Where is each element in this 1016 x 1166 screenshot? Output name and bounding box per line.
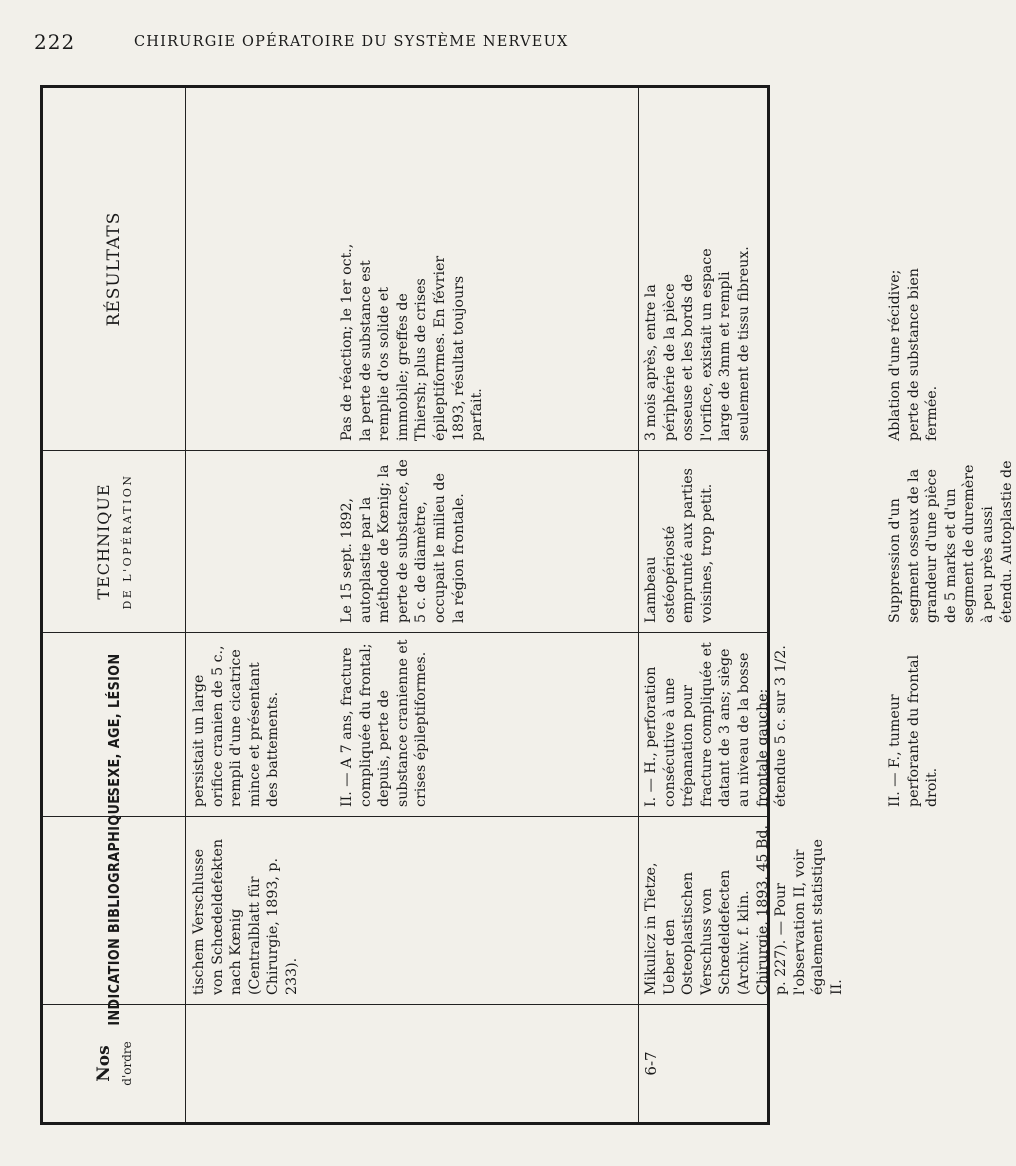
row-separator [638, 1005, 639, 1122]
page-header [34, 30, 774, 56]
row2-sexe-a: I. — H., perforation consécutive à une trépanation pour fracture compliquée et datant de 3 ans; siège au niveau de la bosse frontale gauche; étendue 5 c. sur 3 1/2. [643, 642, 790, 807]
header-technique-line2: DE L'OPÉRATION [121, 473, 134, 610]
column-resultats-body [186, 88, 941, 450]
row-separator [638, 88, 639, 450]
column-resultats [43, 88, 941, 450]
column-number-body [186, 1005, 767, 1122]
row2-sexe-b: II. — F., tumeur perforante du frontal droit. [887, 654, 941, 807]
row-separator [638, 633, 639, 816]
header-sexe-label: SEXE, AGE, LÉSION [105, 653, 123, 796]
column-sexe [43, 632, 941, 816]
row-separator [638, 451, 639, 632]
row1-resultats: Pas de réaction; le 1er oct., la perte de substance est remplie d'os solide et immobile; greffes de Thiersh; plus de crises épileptiformes. En février 1893, résultat toujours parfait. [339, 243, 486, 441]
row1-technique: Le 15 sept. 1892, autoplastie par la méthode de Kœnig; la perte de substance, de 5 c. de diamètre, occupait le milieu de la région frontale. [339, 459, 467, 623]
column-sexe-body [186, 633, 941, 816]
rotated-table [40, 85, 1015, 1125]
header-technique [43, 451, 186, 632]
row1-sexe-b: II. — A 7 ans, fracture compliquée du frontal; depuis, perte de substance cranienne et crises épileptiformes. [339, 639, 430, 807]
row-separator [638, 817, 639, 1004]
header-technique-line1: TECHNIQUE [94, 483, 113, 600]
row2-resultats-a: 3 mois après, entre la périphérie de la pièce osseuse et les bords de l'orifice, existait un espace large de 3mm et rempli seulement de tissu fibreux. [643, 246, 752, 441]
column-technique-body [186, 451, 1015, 632]
header-sexe [43, 633, 186, 816]
page-number: 222 [34, 30, 76, 54]
row1-indication: tischem Verschlusse von Schœdeldefekten nach Kœnig (Centralblatt für Chirurgie, 1893, p. 233). [191, 838, 300, 995]
row2-technique-a: Lambeau ostéopériosté emprunté aux parties voisines, trop petit. [643, 468, 715, 623]
column-technique [43, 450, 1015, 632]
column-indication-body [186, 817, 845, 1004]
column-number [43, 1004, 767, 1122]
row2-technique-b: Suppression d'un segment osseux de la grandeur d'une pièce de 5 marks et d'un segment de duremère à peu près aussi étendu. Autoplastie de [887, 460, 1015, 623]
row2-indication: Mikulicz in Tietze, Ueber den Osteoplastischen Verschluss von Schœdeldefecten (Archiv. f. klin. Chirurgie, 1893, 45 Bd. p. 227). — Pour l'observation II, voir également statistique II. [643, 825, 845, 995]
header-number-line2: d'ordre [120, 1041, 134, 1086]
row2-resultats-b: Ablation d'une récidive; perte de substance bien fermée. [887, 268, 941, 441]
row1-sexe-a: persistait un large orifice cranien de 5 c., rempli d'une cicatrice mince et présentant des battements. [191, 645, 282, 807]
row2-number: 6-7 [642, 1051, 660, 1076]
header-indication-label: INDICATION BIBLIOGRAPHIQUE [105, 794, 123, 1027]
header-resultats [43, 88, 186, 450]
running-title: CHIRURGIE OPÉRATOIRE DU SYSTÈME NERVEUX [134, 34, 569, 50]
header-indication [43, 794, 186, 1027]
header-resultats-label: RÉSULTATS [104, 211, 124, 327]
header-number-line1: Nos [94, 1045, 114, 1082]
column-indication [43, 794, 845, 1027]
